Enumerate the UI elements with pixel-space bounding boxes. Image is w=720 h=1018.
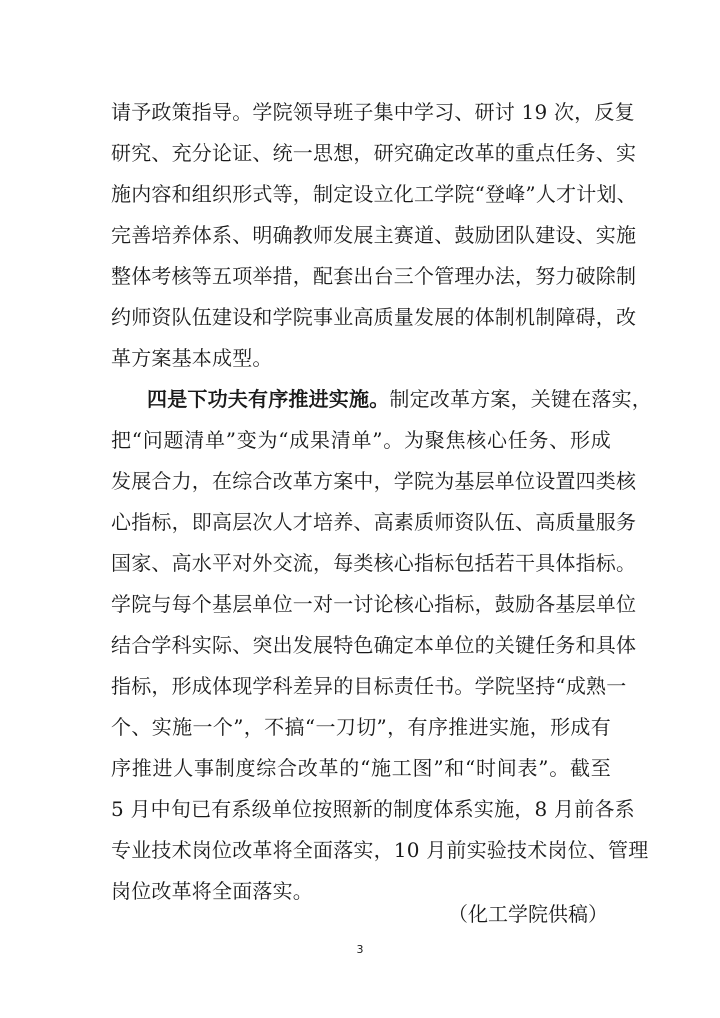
source-note: （化工学院供稿） [448,902,608,926]
paragraph-2-line-9: 个、实施一个”，不搞“一刀切”，有序推进实施，形成有 [111,715,611,739]
paragraph-2-line-11: 5 月中旬已有系级单位按照新的制度体系实施，8 月前各系 [111,797,635,821]
paragraph-2-heading: 四是下功夫有序推进实施。 [147,387,390,411]
paragraph-2-line-1-text: 制定改革方案，关键在落实， [389,387,653,411]
paragraph-2-line-5: 国家、高水平对外交流，每类核心指标包括若干具体指标。 [111,551,637,575]
paragraph-1-line-3: 施内容和组织形式等，制定设立化工学院“登峰”人才计划、 [111,182,637,206]
paragraph-2-line-10: 序推进人事制度综合改革的“施工图”和“时间表”。截至 [111,756,611,780]
paragraph-2-line-8: 指标，形成体现学科差异的目标责任书。学院坚持“成熟一 [111,674,627,698]
paragraph-2-line-12: 专业技术岗位改革将全面落实，10 月前实验技术岗位、管理 [111,838,649,862]
paragraph-1-line-7: 革方案基本成型。 [111,346,273,370]
paragraph-2-line-3: 发展合力，在综合改革方案中，学院为基层单位设置四类核 [111,469,637,493]
paragraph-2-line-2: 把“问题清单”变为“成果清单”。为聚焦核心任务、形成 [111,428,611,452]
paragraph-2-line-7: 结合学科实际、突出发展特色确定本单位的关键任务和具体 [111,633,637,657]
paragraph-2-line-1 [147,382,653,416]
paragraph-1-line-2: 研究、充分论证、统一思想，研究确定改革的重点任务、实 [111,141,637,165]
paragraph-1-line-6: 约师资队伍建设和学院事业高质量发展的体制机制障碍，改 [111,305,637,329]
paragraph-1-line-1: 请予政策指导。学院领导班子集中学习、研讨 19 次，反复 [111,100,635,124]
page-number: 3 [356,943,364,956]
paragraph-2-line-4: 心指标，即高层次人才培养、高素质师资队伍、高质量服务 [111,510,637,534]
paragraph-1-line-5: 整体考核等五项举措，配套出台三个管理办法，努力破除制 [111,264,637,288]
paragraph-1-line-4: 完善培养体系、明确教师发展主赛道、鼓励团队建设、实施 [111,223,637,247]
paragraph-2-line-6: 学院与每个基层单位一对一讨论核心指标，鼓励各基层单位 [111,592,637,616]
paragraph-2-line-13: 岗位改革将全面落实。 [111,879,313,903]
